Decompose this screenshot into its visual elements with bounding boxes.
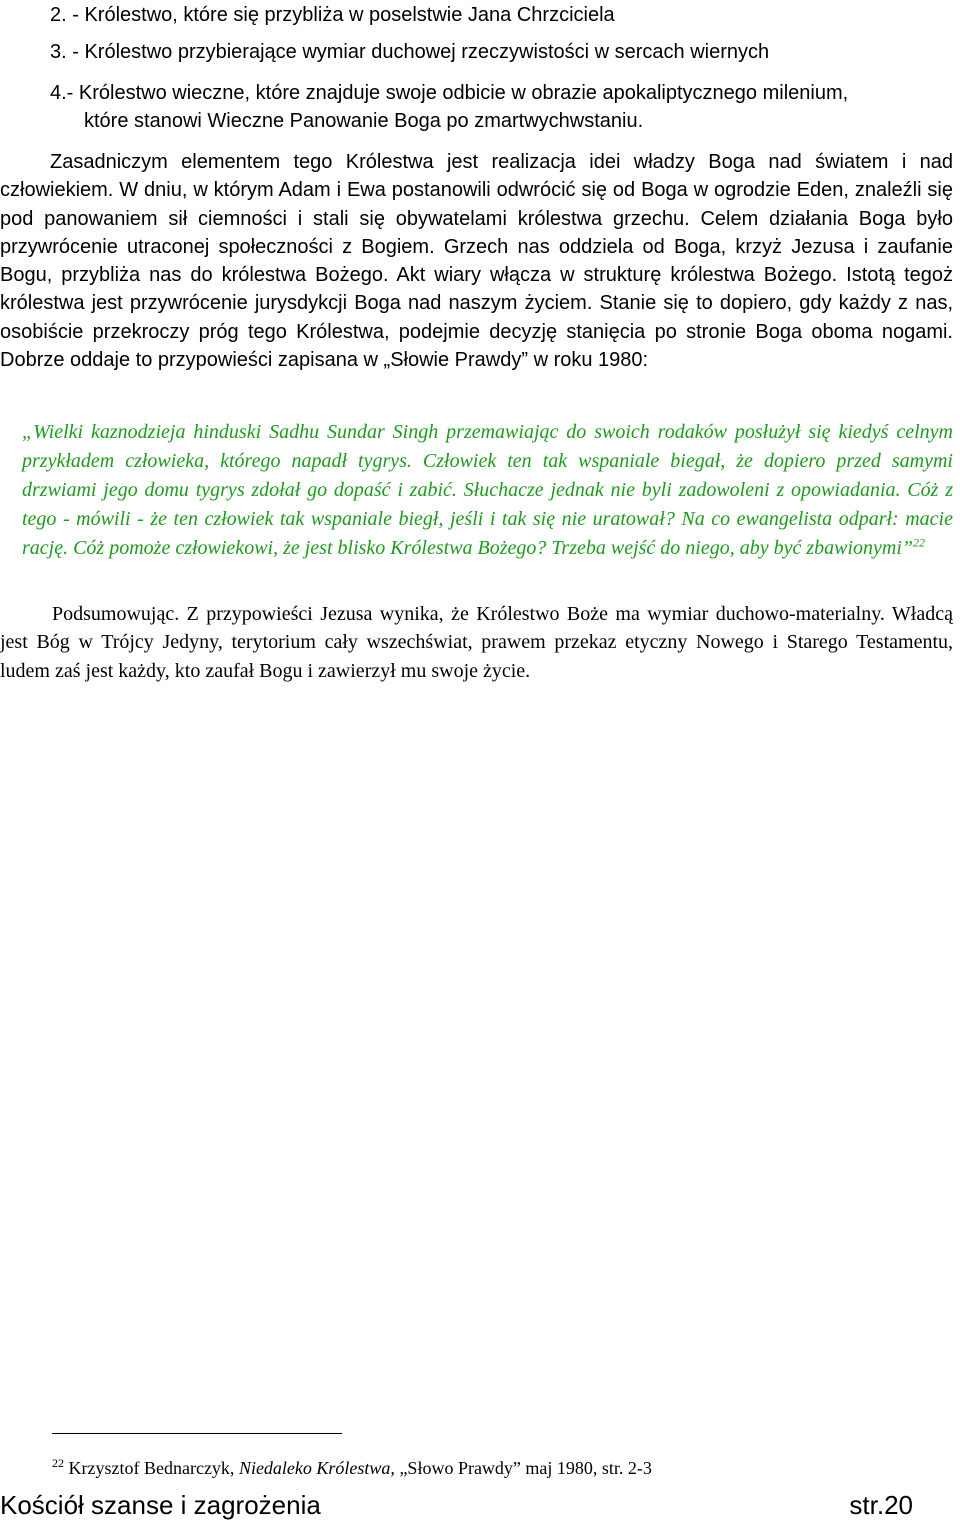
list-item-2: 2. - Królestwo, które się przybliża w poselstwie Jana Chrzciciela: [50, 4, 615, 26]
list-item-4-line2: które stanowi Wieczne Panowanie Boga po zmartwychwstaniu.: [84, 110, 644, 132]
footnote-number: 22: [52, 1456, 64, 1470]
footnote-source: „Słowo Prawdy” maj 1980, str. 2-3: [399, 1458, 652, 1478]
quote-sundar-singh: [22, 418, 953, 563]
footnote-author: Krzysztof Bednarczyk,: [68, 1458, 235, 1478]
footnote: [52, 1457, 652, 1479]
list-item-4-line1: 4.- Królestwo wieczne, które znajduje swoje odbicie w obrazie apokaliptycznego milenium,: [50, 82, 849, 104]
paragraph-kingdom-essence: Zasadniczym elementem tego Królestwa jest realizacja idei władzy Boga nad światem i nad człowiekiem. W dniu, w którym Adam i Ewa postanowili odwrócić się od Boga w ogrodzie Eden, znaleźli się pod panowaniem sił ciemności i stali się obywatelami królestwa grzechu. Celem działania Boga było przywrócenie utraconej społeczności z Bogiem. Grzech nas oddziela od Boga, krzyż Jezusa i zaufanie Bogu, przybliża nas do królestwa Bożego. Akt wiary włącza w strukturę królestwa Bożego. Istotą tegoż królestwa jest przywrócenie jurysdykcji Boga nad naszym życiem. Stanie się to dopiero, gdy każdy z nas, osobiście przekroczy próg tego Królestwa, podejmie decyzję stanięcia po stronie Boga oboma nogami. Dobrze oddaje to przypowieści zapisana w „Słowie Prawdy” w roku 1980:: [0, 151, 953, 372]
list-item-3: 3. - Królestwo przybierające wymiar duchowej rzeczywistości w sercach wiernych: [50, 41, 770, 63]
footnote-divider: [52, 1433, 342, 1434]
quote-text: „Wielki kaznodzieja hinduski Sadhu Sundar Singh przemawiając do swoich rodaków posłużył się kiedyś celnym przykładem człowieka, którego napadł tygrys. Człowiek ten tak wspaniale biegał, że dopiero przed samymi drzwiami jego domu tygrys zdołał go dopaść i zabić. Słuchacze jednak nie byli zadowoleni z opowiadania. Cóż z tego - mówili - że ten człowiek tak wspaniale biegł, jeśli i tak się nie uratował? Na co ewangelista odparł: macie rację. Cóż pomoże człowiekowi, że jest blisko Królestwa Bożego? Trzeba wejść do niego, aby być zbawionymi”: [22, 421, 953, 559]
paragraph-summary: Podsumowując. Z przypowieści Jezusa wynika, że Królestwo Boże ma wymiar duchowo-materialny. Władcą jest Bóg w Trójcy Jedyny, terytorium cały wszechświat, prawem przekaz etyczny Nowego i Starego Testamentu, ludem zaś jest każdy, kto zaufał Bogu i zawierzył mu swoje życie.: [0, 603, 953, 682]
footer-title: Kościół szanse i zagrożenia: [0, 1490, 321, 1520]
footnote-ref[interactable]: 22: [913, 535, 926, 550]
page-number: str.20: [849, 1490, 913, 1520]
footnote-title: Niedaleko Królestwa,: [238, 1458, 395, 1478]
